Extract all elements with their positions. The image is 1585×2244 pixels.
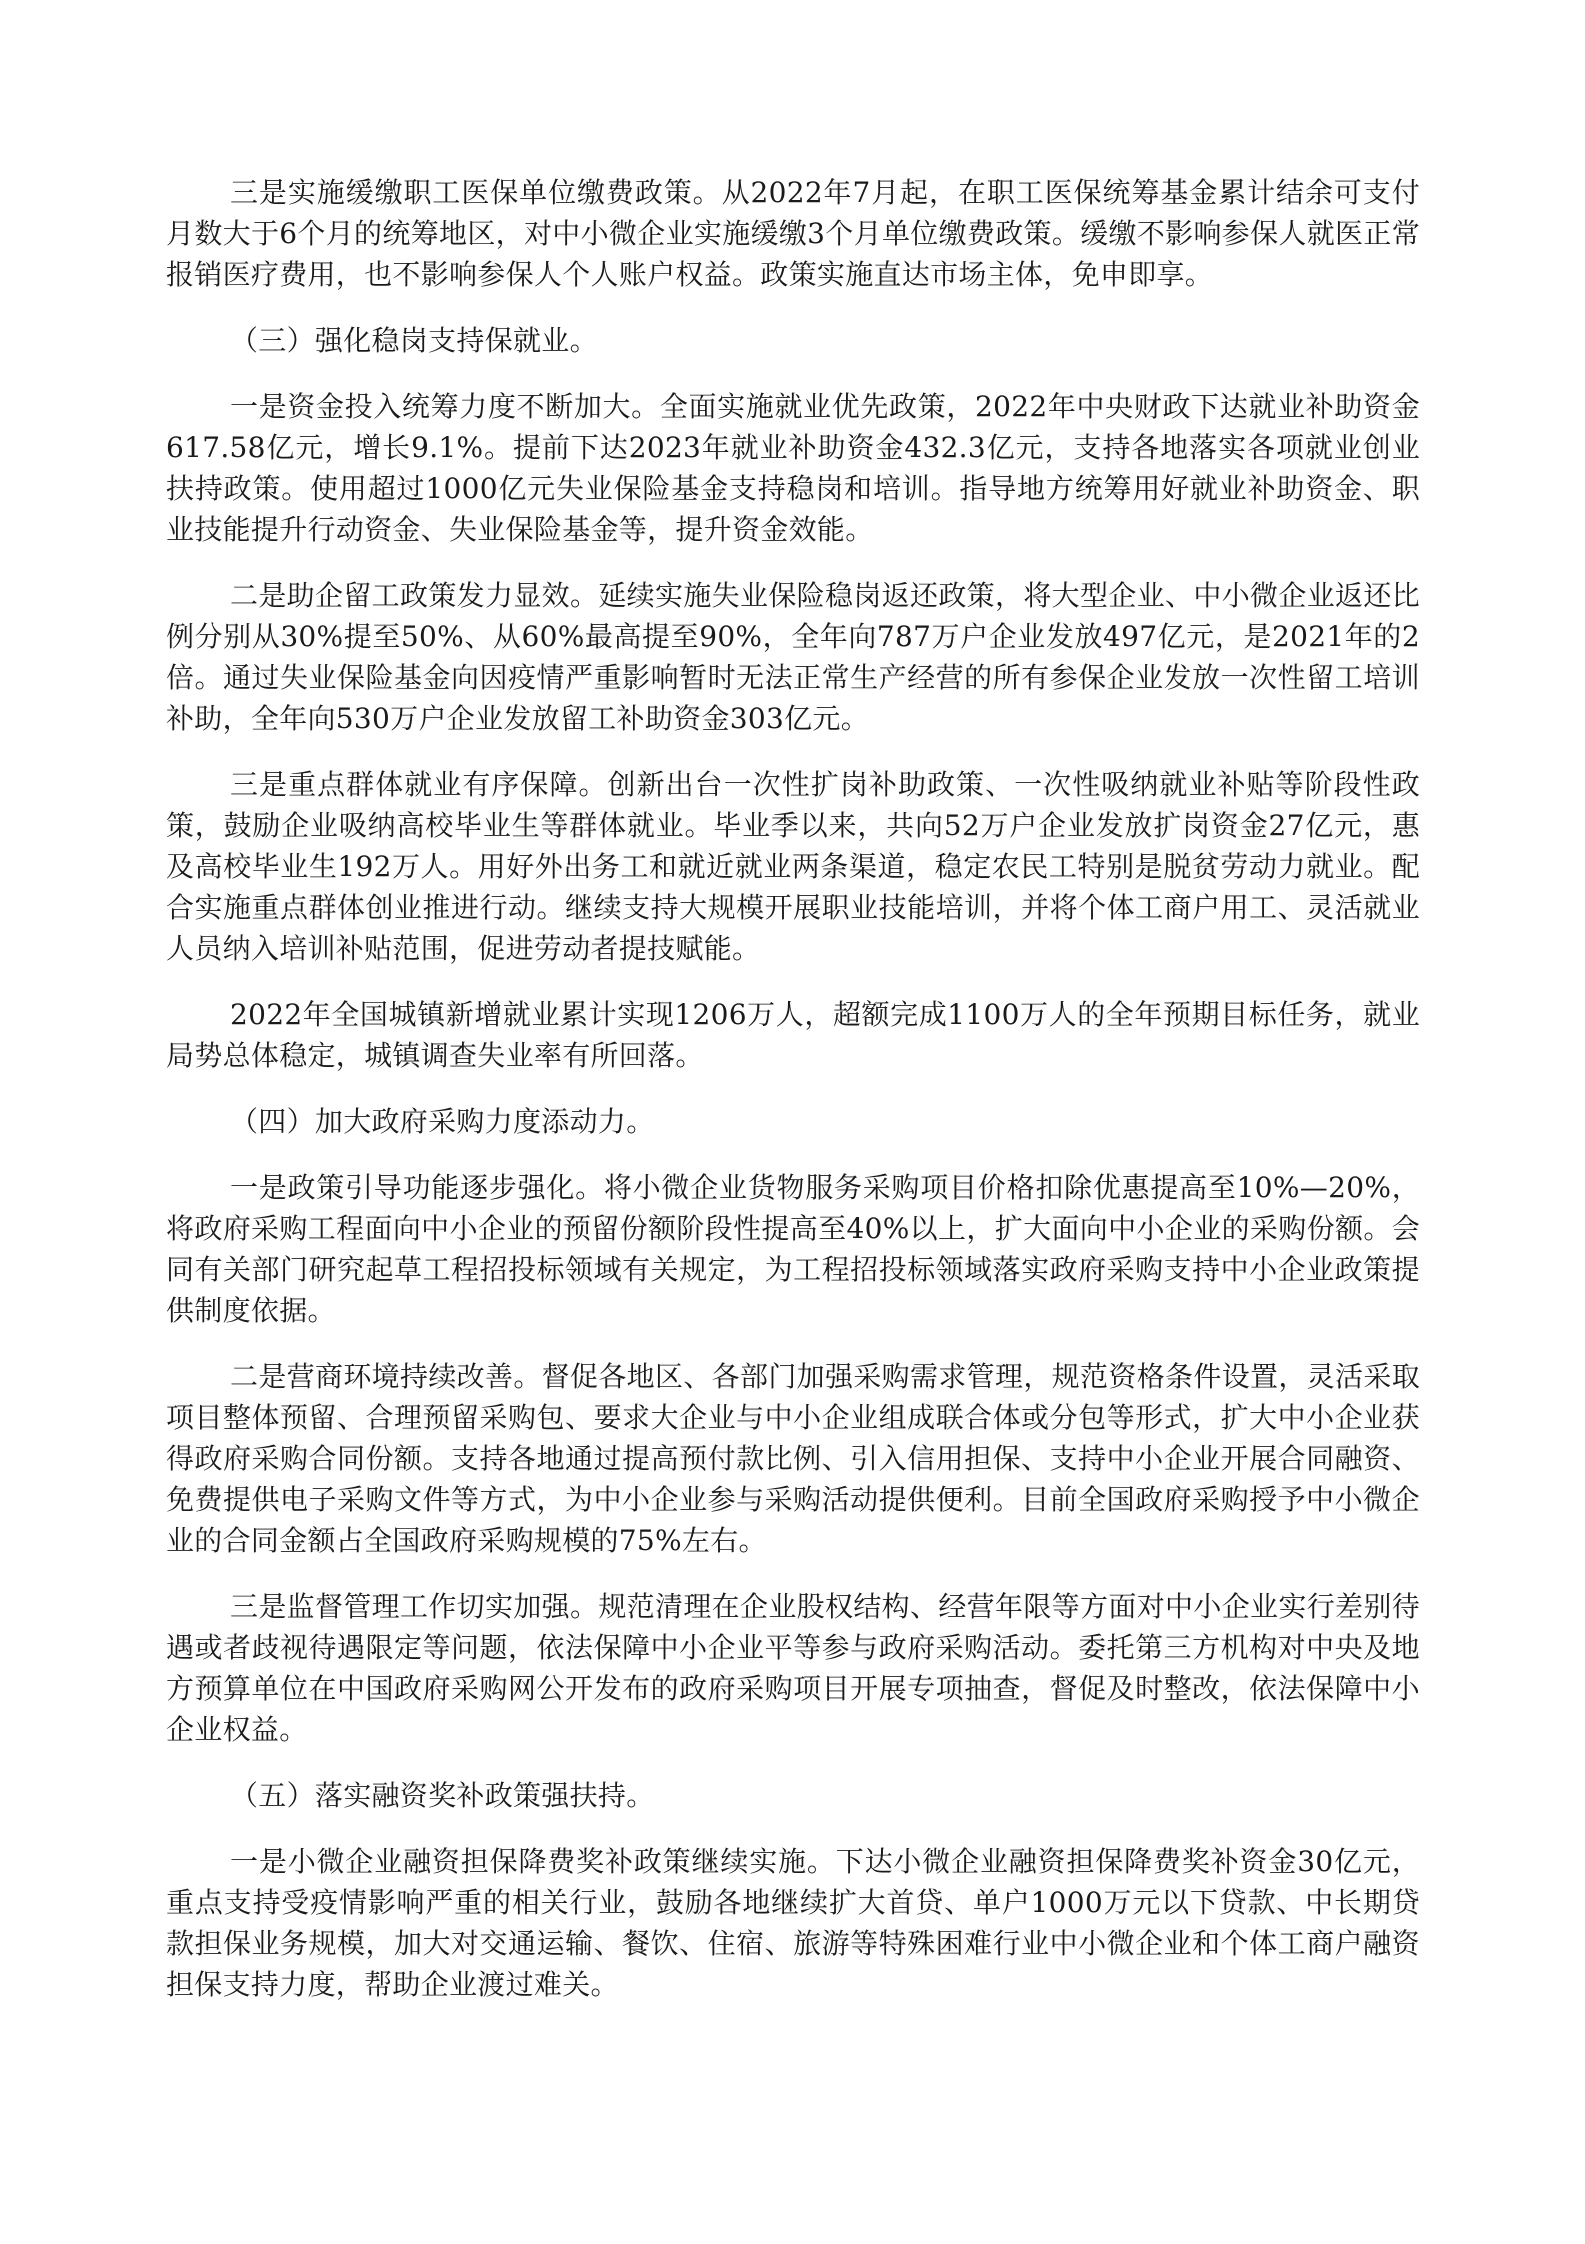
section-heading-procurement: （四）加大政府采购力度添动力。 xyxy=(230,1105,655,1138)
section-heading-financing: （五）落实融资奖补政策强扶持。 xyxy=(230,1779,655,1812)
paragraph-employment-results: 2022年全国城镇新增就业累计实现1206万人，超额完成1100万人的全年预期目标任务，就业局势总体稳定，城镇调查失业率有所回落。 xyxy=(166,998,1420,1072)
paragraph-guarantee-subsidy: 一是小微企业融资担保降费奖补政策继续实施。下达小微企业融资担保降费奖补资金30亿元，重点支持受疫情影响严重的相关行业，鼓励各地继续扩大首贷、单户1000万元以下贷款、中长期贷款担保业务规模，加大对交通运输、餐饮、住宿、旅游等特殊困难行业中小微企业和个体工商户融资担保支持力度，帮助企业渡过难关。 xyxy=(166,1845,1420,2001)
paragraph-medical-insurance-deferral: 三是实施缓缴职工医保单位缴费政策。从2022年7月起，在职工医保统筹基金累计结余可支付月数大于6个月的统筹地区，对中小微企业实施缓缴3个月单位缴费政策。缓缴不影响参保人就医正常报销医疗费用，也不影响参保人个人账户权益。政策实施直达市场主体，免申即享。 xyxy=(166,176,1420,291)
paragraph-key-groups: 三是重点群体就业有序保障。创新出台一次性扩岗补助政策、一次性吸纳就业补贴等阶段性政策，鼓励企业吸纳高校毕业生等群体就业。毕业季以来，共向52万户企业发放扩岗资金27亿元，惠及高校毕业生192万人。用好外出务工和就近就业两条渠道，稳定农民工特别是脱贫劳动力就业。配合实施重点群体创业推进行动。继续支持大规模开展职业技能培训，并将个体工商户用工、灵活就业人员纳入培训补贴范围，促进劳动者提技赋能。 xyxy=(166,768,1420,965)
paragraph-job-retention: 二是助企留工政策发力显效。延续实施失业保险稳岗返还政策，将大型企业、中小微企业返还比例分别从30%提至50%、从60%最高提至90%，全年向787万户企业发放497亿元，是2021年的2倍。通过失业保险基金向因疫情严重影响暂时无法正常生产经营的所有参保企业发放一次性留工培训补助，全年向530万户企业发放留工补助资金303亿元。 xyxy=(166,579,1420,735)
paragraph-funding-input: 一是资金投入统筹力度不断加大。全面实施就业优先政策，2022年中央财政下达就业补助资金617.58亿元，增长9.1%。提前下达2023年就业补助资金432.3亿元，支持各地落实各项就业创业扶持政策。使用超过1000亿元失业保险基金支持稳岗和培训。指导地方统筹用好就业补助资金、职业技能提升行动资金、失业保险基金等，提升资金效能。 xyxy=(166,390,1420,546)
paragraph-business-environment: 二是营商环境持续改善。督促各地区、各部门加强采购需求管理，规范资格条件设置，灵活采取项目整体预留、合理预留采购包、要求大企业与中小企业组成联合体或分包等形式，扩大中小企业获得政府采购合同份额。支持各地通过提高预付款比例、引入信用担保、支持中小企业开展合同融资、免费提供电子采购文件等方式，为中小企业参与采购活动提供便利。目前全国政府采购授予中小微企业的合同金额占全国政府采购规模的75%左右。 xyxy=(166,1360,1420,1557)
document-body xyxy=(166,172,1420,2030)
paragraph-supervision: 三是监督管理工作切实加强。规范清理在企业股权结构、经营年限等方面对中小企业实行差别待遇或者歧视待遇限定等问题，依法保障中小企业平等参与政府采购活动。委托第三方机构对中央及地方预算单位在中国政府采购网公开发布的政府采购项目开展专项抽查，督促及时整改，依法保障中小企业权益。 xyxy=(166,1590,1420,1746)
section-heading-employment: （三）强化稳岗支持保就业。 xyxy=(230,324,598,357)
paragraph-policy-guidance: 一是政策引导功能逐步强化。将小微企业货物服务采购项目价格扣除优惠提高至10%—20%，将政府采购工程面向中小企业的预留份额阶段性提高至40%以上，扩大面向中小企业的采购份额。会同有关部门研究起草工程招投标领域有关规定，为工程招投标领域落实政府采购支持中小企业政策提供制度依据。 xyxy=(166,1171,1420,1327)
